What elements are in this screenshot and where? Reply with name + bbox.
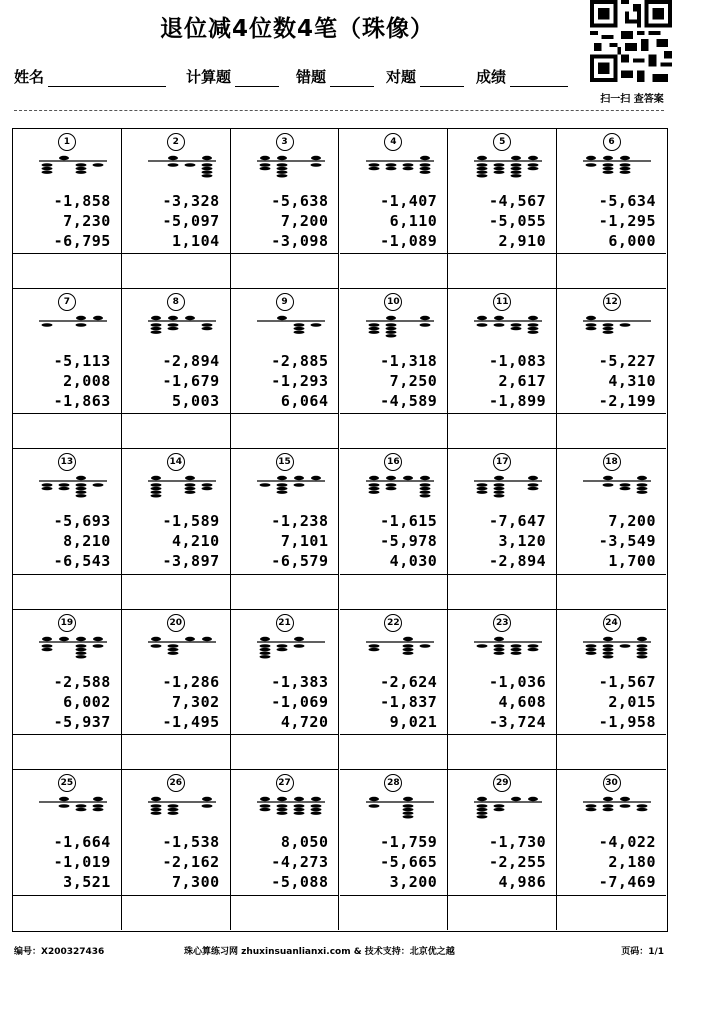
problem-value: 3,200 [389, 872, 438, 891]
wrong-line [330, 72, 374, 87]
answer-box[interactable] [13, 413, 121, 448]
answer-box[interactable] [557, 574, 666, 609]
problem-cell [448, 129, 557, 289]
problem-numbers [450, 832, 546, 892]
problem-value: -1,589 [162, 512, 220, 531]
problem-value: 2,617 [498, 372, 547, 391]
problem-number: 4 [384, 133, 402, 151]
answer-box[interactable] [340, 734, 448, 769]
problem-value: 8,050 [280, 832, 329, 851]
problem-number: 9 [276, 293, 294, 311]
problem-value: -6,795 [53, 232, 111, 250]
problem-number: 15 [276, 453, 294, 471]
problem-numbers [450, 672, 546, 732]
problem-cell [340, 129, 449, 289]
wrong-label: 错题 [296, 68, 327, 86]
problem-value: 3,521 [63, 872, 111, 891]
answer-box[interactable] [13, 574, 121, 609]
problem-value: -1,089 [380, 232, 438, 250]
problem-number: 12 [603, 293, 621, 311]
problem-value: -3,098 [271, 232, 329, 250]
problem-grid [12, 128, 668, 932]
problem-number: 13 [58, 453, 76, 471]
answer-box[interactable] [340, 574, 448, 609]
footer-page: 页码：1/1 [621, 947, 664, 957]
problem-numbers [450, 511, 546, 571]
dashed-divider [14, 110, 664, 111]
total-field[interactable] [186, 66, 279, 87]
problem-numbers [232, 672, 328, 732]
abacus-beads-icon [253, 634, 329, 660]
answer-box[interactable] [448, 574, 556, 609]
problem-value: -1,837 [380, 692, 438, 711]
abacus-beads-icon [144, 794, 220, 820]
problem-value: -2,255 [488, 852, 547, 871]
problem-value: -1,383 [271, 672, 329, 691]
problem-value: 2,015 [608, 692, 656, 711]
problem-value: -1,730 [488, 832, 547, 851]
problem-value: 6,110 [389, 212, 438, 230]
answer-box[interactable] [122, 574, 230, 609]
answer-box[interactable] [231, 253, 339, 288]
problem-value: -1,036 [488, 672, 547, 691]
problem-number: 14 [167, 453, 185, 471]
abacus-beads-icon [362, 794, 438, 820]
problem-numbers [15, 511, 111, 571]
problem-number: 26 [167, 774, 185, 792]
score-line [510, 72, 568, 87]
answer-box[interactable] [557, 413, 666, 448]
problem-value: -5,638 [271, 192, 329, 210]
problem-numbers [341, 832, 437, 892]
answer-box[interactable] [13, 734, 121, 769]
problem-value: -3,328 [162, 192, 220, 210]
problem-value: 6,064 [280, 392, 329, 411]
answer-box[interactable] [231, 574, 339, 609]
abacus-beads-icon [579, 313, 655, 339]
answer-box[interactable] [13, 895, 121, 930]
answer-box[interactable] [557, 253, 666, 288]
problem-cell [448, 289, 557, 449]
problem-value: -1,318 [380, 352, 438, 371]
problem-value: -4,589 [380, 392, 438, 411]
problem-value: -1,615 [380, 512, 438, 531]
problem-numbers [15, 672, 111, 732]
problem-value: -2,624 [380, 672, 438, 691]
right-line [420, 72, 464, 87]
problem-value: 3,120 [498, 532, 547, 551]
problem-value: 4,608 [498, 692, 547, 711]
problem-value: -3,549 [598, 532, 656, 551]
name-line [48, 72, 166, 87]
problem-cell [231, 289, 340, 449]
problem-value: -5,227 [598, 352, 656, 371]
name-label: 姓名 [14, 68, 45, 86]
abacus-beads-icon [579, 634, 655, 660]
problem-numbers [341, 351, 437, 411]
problem-value: -5,937 [53, 712, 111, 731]
problem-number: 6 [603, 133, 621, 151]
problem-value: -2,885 [271, 352, 329, 371]
problem-number: 23 [493, 614, 511, 632]
problem-number: 24 [603, 614, 621, 632]
score-field[interactable] [476, 66, 568, 87]
problem-value: -1,083 [488, 352, 547, 371]
problem-cell [557, 610, 666, 770]
problem-cell [122, 449, 231, 609]
problem-value: -5,088 [271, 872, 329, 891]
problem-cell [557, 449, 666, 609]
qr-code-icon[interactable] [590, 0, 672, 82]
problem-value: 7,101 [280, 532, 329, 551]
problem-number: 21 [276, 614, 294, 632]
problem-numbers [560, 191, 656, 251]
problem-numbers [341, 672, 437, 732]
problem-cell [448, 449, 557, 609]
problem-value: -5,693 [53, 512, 111, 531]
problem-number: 7 [58, 293, 76, 311]
abacus-beads-icon [35, 794, 111, 820]
abacus-beads-icon [253, 794, 329, 820]
problem-value: -1,679 [162, 372, 220, 391]
problem-number: 10 [384, 293, 402, 311]
problem-cell [13, 610, 122, 770]
answer-box[interactable] [340, 895, 448, 930]
abacus-beads-icon [35, 473, 111, 499]
problem-value: -5,055 [488, 212, 547, 230]
problem-cell [122, 610, 231, 770]
abacus-beads-icon [253, 153, 329, 179]
problem-number: 2 [167, 133, 185, 151]
abacus-beads-icon [253, 473, 329, 499]
problem-number: 18 [603, 453, 621, 471]
problem-numbers [560, 511, 656, 571]
answer-box[interactable] [122, 734, 230, 769]
problem-value: 2,910 [498, 232, 547, 250]
problem-cell [557, 289, 666, 449]
answer-box[interactable] [340, 413, 448, 448]
abacus-beads-icon [470, 794, 546, 820]
right-field[interactable] [386, 66, 464, 87]
problem-cell [231, 770, 340, 930]
problem-numbers [15, 351, 111, 411]
abacus-beads-icon [35, 153, 111, 179]
problem-value: -1,295 [598, 212, 656, 230]
abacus-beads-icon [253, 313, 329, 339]
problem-value: -1,958 [598, 712, 656, 731]
problem-value: -1,495 [162, 712, 220, 731]
problem-value: 2,008 [63, 372, 111, 391]
problem-value: -5,113 [53, 352, 111, 371]
problem-number: 11 [493, 293, 511, 311]
total-line [235, 72, 279, 87]
problem-numbers [560, 672, 656, 732]
answer-box[interactable] [231, 734, 339, 769]
problem-numbers [560, 832, 656, 892]
problem-value: -1,407 [380, 192, 438, 210]
footer-site[interactable]: 珠心算练习网 zhuxinsuanlianxi.com & 技术支持：北京优之越 [184, 947, 455, 957]
problem-numbers [232, 351, 328, 411]
problem-numbers [560, 351, 656, 411]
abacus-beads-icon [35, 634, 111, 660]
answer-box[interactable] [557, 895, 666, 930]
problem-value: -1,238 [271, 512, 329, 531]
problem-value: 7,300 [172, 872, 220, 891]
score-label: 成绩 [476, 68, 507, 86]
answer-box[interactable] [231, 895, 339, 930]
problem-value: -2,894 [162, 352, 220, 371]
problem-value: -4,022 [598, 832, 656, 851]
problem-value: 9,021 [389, 712, 438, 731]
problem-cell [13, 129, 122, 289]
problem-number: 20 [167, 614, 185, 632]
problem-value: -1,069 [271, 692, 329, 711]
problem-value: -1,019 [53, 852, 111, 871]
problem-number: 5 [493, 133, 511, 151]
problem-cell [557, 129, 666, 289]
problem-cell [122, 770, 231, 930]
problem-cell [448, 610, 557, 770]
answer-box[interactable] [231, 413, 339, 448]
problem-value: -1,863 [53, 392, 111, 411]
problem-value: 7,302 [172, 692, 220, 711]
problem-numbers [341, 511, 437, 571]
total-label: 计算题 [186, 68, 232, 86]
abacus-beads-icon [362, 634, 438, 660]
problem-numbers [232, 832, 328, 892]
problem-value: -2,162 [162, 852, 220, 871]
problem-value: -1,759 [380, 832, 438, 851]
problem-value: 7,200 [608, 512, 656, 531]
problem-value: 4,720 [280, 712, 329, 731]
problem-cell [557, 770, 666, 930]
abacus-beads-icon [470, 153, 546, 179]
answer-box[interactable] [122, 413, 230, 448]
problem-value: 5,003 [172, 392, 220, 411]
problem-cell [340, 770, 449, 930]
problem-value: -1,293 [271, 372, 329, 391]
problem-number: 19 [58, 614, 76, 632]
problem-cell [231, 610, 340, 770]
problem-cell [231, 129, 340, 289]
abacus-beads-icon [579, 473, 655, 499]
answer-box[interactable] [557, 734, 666, 769]
problem-numbers [124, 832, 220, 892]
problem-numbers [124, 511, 220, 571]
abacus-beads-icon [362, 153, 438, 179]
abacus-beads-icon [144, 153, 220, 179]
problem-value: 7,250 [389, 372, 438, 391]
problem-value: -1,664 [53, 832, 111, 851]
problem-value: 1,700 [608, 552, 656, 571]
problem-numbers [232, 191, 328, 251]
problem-number: 16 [384, 453, 402, 471]
problem-value: -5,634 [598, 192, 656, 210]
problem-value: 4,310 [608, 372, 656, 391]
problem-numbers [15, 191, 111, 251]
problem-value: -1,899 [488, 392, 547, 411]
problem-value: -1,538 [162, 832, 220, 851]
abacus-beads-icon [144, 634, 220, 660]
problem-value: 8,210 [63, 532, 111, 551]
abacus-beads-icon [362, 313, 438, 339]
problem-cell [340, 449, 449, 609]
problem-value: -2,588 [53, 672, 111, 691]
problem-cell [448, 770, 557, 930]
problem-number: 30 [603, 774, 621, 792]
answer-box[interactable] [448, 895, 556, 930]
right-label: 对题 [386, 68, 417, 86]
qr-caption: 扫一扫 查答案 [600, 94, 664, 105]
problem-number: 28 [384, 774, 402, 792]
problem-value: 6,002 [63, 692, 111, 711]
abacus-beads-icon [470, 473, 546, 499]
problem-numbers [124, 351, 220, 411]
problem-value: -1,567 [598, 672, 656, 691]
problem-cell [231, 449, 340, 609]
footer-code: 编号：X200327436 [14, 947, 105, 957]
problem-cell [122, 129, 231, 289]
problem-cell [13, 449, 122, 609]
problem-value: 7,230 [63, 212, 111, 230]
student-info-row [14, 62, 584, 92]
problem-cell [13, 289, 122, 449]
answer-box[interactable] [340, 253, 448, 288]
answer-box[interactable] [448, 734, 556, 769]
problem-number: 8 [167, 293, 185, 311]
problem-value: -4,567 [488, 192, 547, 210]
problem-value: -6,579 [271, 552, 329, 571]
problem-value: 1,104 [172, 232, 220, 250]
problem-number: 27 [276, 774, 294, 792]
abacus-beads-icon [362, 473, 438, 499]
problem-value: -1,286 [162, 672, 220, 691]
problem-value: 7,200 [280, 212, 329, 230]
problem-value: -1,858 [53, 192, 111, 210]
problem-numbers [124, 672, 220, 732]
problem-cell [340, 610, 449, 770]
problem-number: 25 [58, 774, 76, 792]
problem-value: 2,180 [608, 852, 656, 871]
problem-number: 3 [276, 133, 294, 151]
problem-value: -2,199 [598, 392, 656, 411]
abacus-beads-icon [579, 153, 655, 179]
problem-numbers [124, 191, 220, 251]
wrong-field[interactable] [296, 66, 374, 87]
abacus-beads-icon [470, 634, 546, 660]
abacus-beads-icon [579, 794, 655, 820]
problem-value: 4,030 [389, 552, 438, 571]
problem-cell [340, 289, 449, 449]
problem-value: 4,210 [172, 532, 220, 551]
problem-cell [122, 289, 231, 449]
problem-value: 4,986 [498, 872, 547, 891]
problem-number: 17 [493, 453, 511, 471]
problem-numbers [232, 511, 328, 571]
problem-value: -5,978 [380, 532, 438, 551]
problem-value: -7,647 [488, 512, 547, 531]
problem-value: -4,273 [271, 852, 329, 871]
answer-box[interactable] [13, 253, 121, 288]
page-title: 退位减4位数4笔（珠像） [159, 16, 434, 42]
abacus-beads-icon [470, 313, 546, 339]
problem-numbers [450, 191, 546, 251]
problem-numbers [450, 351, 546, 411]
abacus-beads-icon [144, 473, 220, 499]
answer-box[interactable] [122, 253, 230, 288]
problem-number: 29 [493, 774, 511, 792]
problem-value: -5,097 [162, 212, 220, 230]
problem-value: -5,665 [380, 852, 438, 871]
problem-value: -3,724 [488, 712, 547, 731]
problem-value: -6,543 [53, 552, 111, 571]
answer-box[interactable] [448, 253, 556, 288]
problem-number: 1 [58, 133, 76, 151]
problem-number: 22 [384, 614, 402, 632]
abacus-beads-icon [144, 313, 220, 339]
problem-numbers [341, 191, 437, 251]
name-field[interactable] [14, 66, 166, 87]
abacus-beads-icon [35, 313, 111, 339]
answer-box[interactable] [448, 413, 556, 448]
problem-numbers [15, 832, 111, 892]
answer-box[interactable] [122, 895, 230, 930]
problem-cell [13, 770, 122, 930]
problem-value: -2,894 [488, 552, 547, 571]
problem-value: -7,469 [598, 872, 656, 891]
problem-value: 6,000 [608, 232, 656, 250]
problem-value: -3,897 [162, 552, 220, 571]
